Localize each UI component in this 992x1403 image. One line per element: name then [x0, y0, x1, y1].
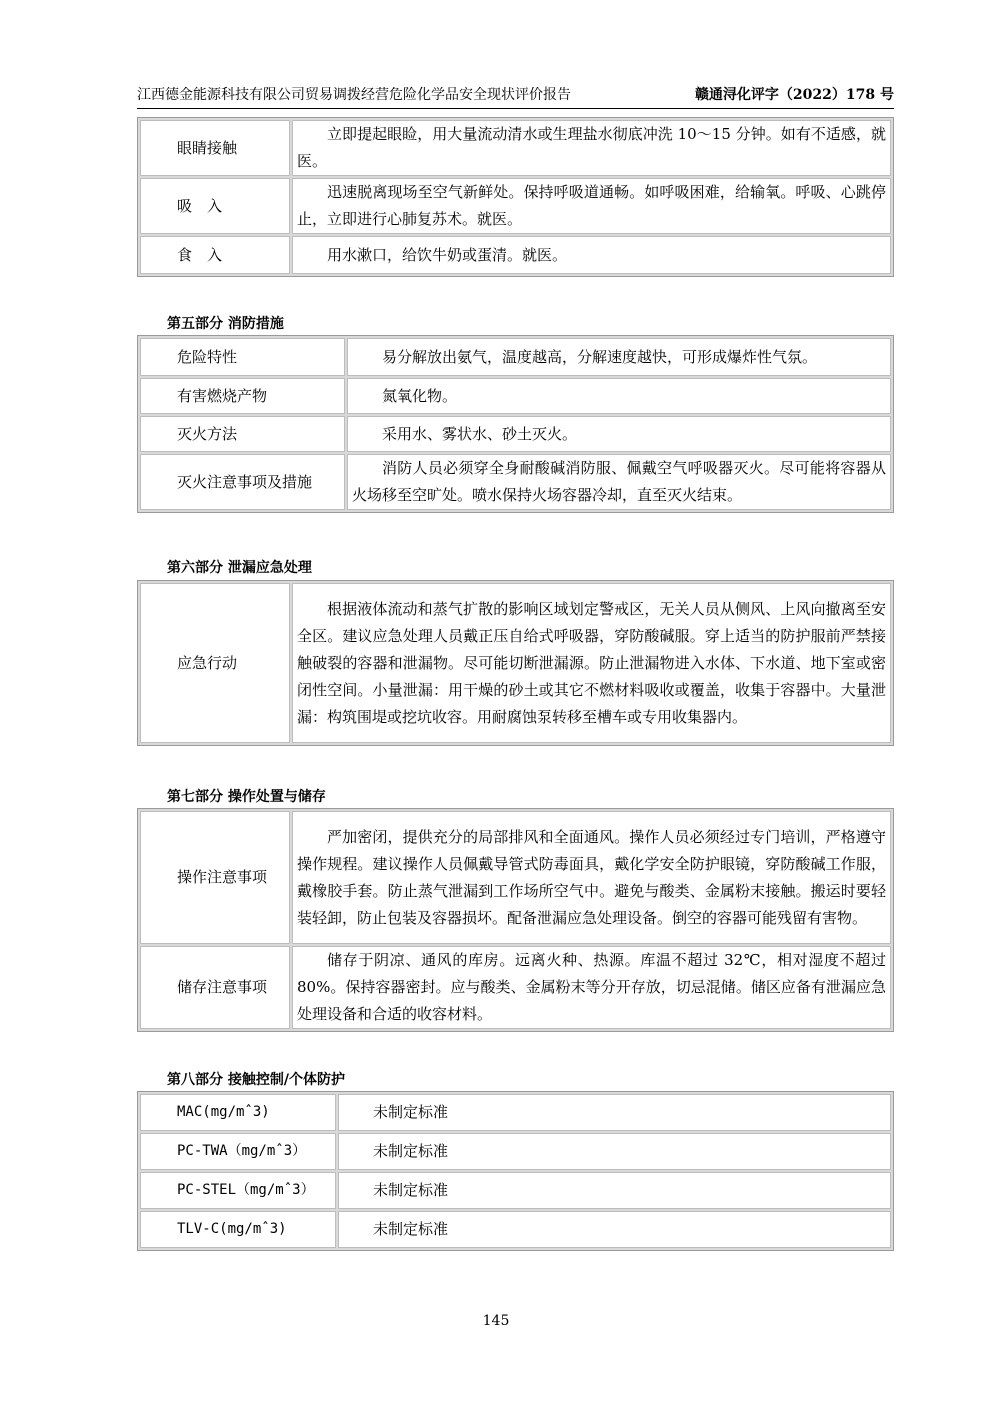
row-value: 未制定标准 [338, 1133, 891, 1170]
page-header [137, 86, 894, 109]
table-row [140, 1172, 891, 1209]
row-label: 眼睛接触 [140, 120, 290, 176]
table-row [140, 120, 891, 176]
table-row [140, 1094, 891, 1131]
row-label: 储存注意事项 [140, 946, 290, 1029]
row-label: 灭火方法 [140, 416, 345, 452]
table-row [140, 378, 891, 414]
row-label: 灭火注意事项及措施 [140, 454, 345, 510]
table-row [140, 178, 891, 234]
handling-storage-table [137, 808, 894, 1032]
first-aid-table [137, 117, 894, 277]
table-row [140, 236, 891, 274]
row-value: 立即提起眼睑，用大量流动清水或生理盐水彻底冲洗 10～15 分钟。如有不适感，就医。 [292, 120, 891, 176]
spill-response-table [137, 580, 894, 746]
row-value: 未制定标准 [338, 1172, 891, 1209]
fire-fighting-table [137, 335, 894, 513]
table-row [140, 946, 891, 1029]
row-label: TLV-C(mg/mˆ3) [140, 1211, 336, 1248]
row-label: 有害燃烧产物 [140, 378, 345, 414]
row-label: 食 入 [140, 236, 290, 274]
row-value: 消防人员必须穿全身耐酸碱消防服、佩戴空气呼吸器灭火。尽可能将容器从火场移至空旷处。喷水保持火场容器冷却，直至灭火结束。 [347, 454, 891, 510]
row-value: 未制定标准 [338, 1094, 891, 1131]
row-value: 未制定标准 [338, 1211, 891, 1248]
row-value: 采用水、雾状水、砂土灭火。 [347, 416, 891, 452]
row-label: PC-STEL（mg/mˆ3） [140, 1172, 336, 1209]
row-value: 严加密闭，提供充分的局部排风和全面通风。操作人员必须经过专门培训，严格遵守操作规程。建议操作人员佩戴导管式防毒面具，戴化学安全防护眼镜，穿防酸碱工作服，戴橡胶手套。防止蒸气泄漏到工作场所空气中。避免与酸类、金属粉末接触。搬运时要轻装轻卸，防止包装及容器损坏。配备泄漏应急处理设备。倒空的容器可能残留有害物。 [292, 811, 891, 944]
table-row [140, 811, 891, 944]
row-label: MAC(mg/mˆ3) [140, 1094, 336, 1131]
header-report-code: 赣通浔化评字（2022）178 号 [694, 87, 894, 103]
table-row [140, 338, 891, 376]
row-value: 根据液体流动和蒸气扩散的影响区域划定警戒区，无关人员从侧风、上风向撤离至安全区。建议应急处理人员戴正压自给式呼吸器，穿防酸碱服。穿上适当的防护服前严禁接触破裂的容器和泄漏物。尽可能切断泄漏源。防止泄漏物进入水体、下水道、地下室或密闭性空间。小量泄漏：用干燥的砂土或其它不燃材料吸收或覆盖，收集于容器中。大量泄漏：构筑围堤或挖坑收容。用耐腐蚀泵转移至槽车或专用收集器内。 [292, 583, 891, 743]
row-label: 操作注意事项 [140, 811, 290, 944]
row-value: 迅速脱离现场至空气新鲜处。保持呼吸道通畅。如呼吸困难，给输氧。呼吸、心跳停止，立即进行心肺复苏术。就医。 [292, 178, 891, 234]
row-value: 用水漱口，给饮牛奶或蛋清。就医。 [292, 236, 891, 274]
section-title-part8: 第八部分 接触控制/个体防护 [167, 1072, 345, 1088]
row-label: PC-TWA（mg/mˆ3） [140, 1133, 336, 1170]
page-number: 145 [482, 1313, 510, 1329]
row-label: 危险特性 [140, 338, 345, 376]
table-row [140, 416, 891, 452]
table-row [140, 583, 891, 743]
header-title: 江西德金能源科技有限公司贸易调拨经营危险化学品安全现状评价报告 [137, 87, 571, 103]
row-label: 吸 入 [140, 178, 290, 234]
exposure-control-table [137, 1091, 894, 1251]
section-title-part7: 第七部分 操作处置与储存 [167, 789, 326, 805]
section-title-part6: 第六部分 泄漏应急处理 [167, 560, 312, 576]
section-title-part5: 第五部分 消防措施 [167, 316, 284, 332]
row-label: 应急行动 [140, 583, 290, 743]
table-row [140, 454, 891, 510]
row-value: 氮氧化物。 [347, 378, 891, 414]
row-value: 易分解放出氨气，温度越高，分解速度越快，可形成爆炸性气氛。 [347, 338, 891, 376]
table-row [140, 1211, 891, 1248]
table-row [140, 1133, 891, 1170]
row-value: 储存于阴凉、通风的库房。远离火种、热源。库温不超过 32℃，相对湿度不超过 80%。保持容器密封。应与酸类、金属粉末等分开存放，切忌混储。储区应备有泄漏应急处理设备和合适的收容材料。 [292, 946, 891, 1029]
